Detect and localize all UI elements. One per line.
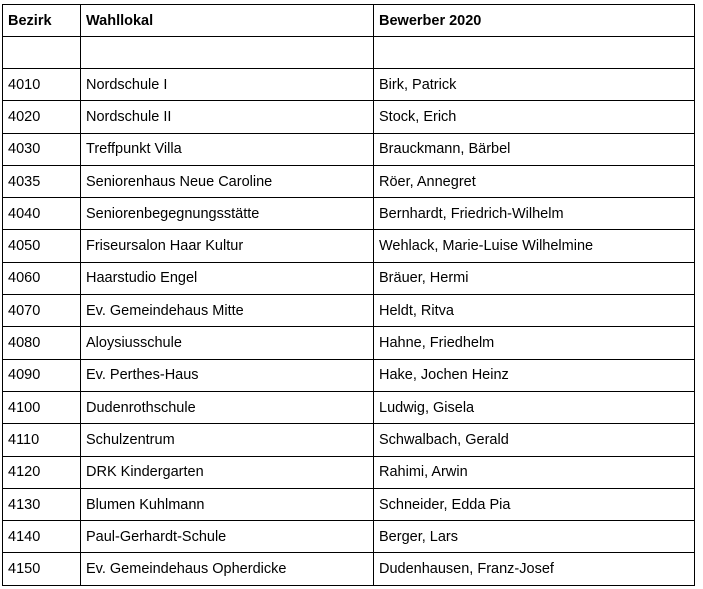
bezirk-cell: 4080: [3, 327, 81, 359]
table-row: [3, 198, 695, 230]
table-row: [3, 456, 695, 488]
wahllokal-cell: Paul-Gerhardt-Schule: [81, 521, 374, 553]
empty-row: [3, 37, 695, 69]
wahllokal-cell: Dudenrothschule: [81, 391, 374, 423]
bezirk-cell: 4100: [3, 391, 81, 423]
bezirk-cell: 4090: [3, 359, 81, 391]
bezirk-cell: 4150: [3, 553, 81, 585]
bezirk-cell: 4040: [3, 198, 81, 230]
bezirk-cell: 4120: [3, 456, 81, 488]
wahllokal-cell: Ev. Perthes-Haus: [81, 359, 374, 391]
bezirk-cell: 4020: [3, 101, 81, 133]
bewerber-cell: Ludwig, Gisela: [374, 391, 695, 423]
bewerber-cell: Schwalbach, Gerald: [374, 424, 695, 456]
bezirk-cell: 4140: [3, 521, 81, 553]
bewerber-cell: Bernhardt, Friedrich-Wilhelm: [374, 198, 695, 230]
table-row: [3, 133, 695, 165]
bewerber-cell: Stock, Erich: [374, 101, 695, 133]
bezirk-cell: 4010: [3, 69, 81, 101]
wahllokal-cell: Aloysiusschule: [81, 327, 374, 359]
bezirk-cell: 4035: [3, 165, 81, 197]
candidate-table: [2, 4, 695, 586]
wahllokal-cell: Schulzentrum: [81, 424, 374, 456]
bewerber-cell: Wehlack, Marie-Luise Wilhelmine: [374, 230, 695, 262]
wahllokal-cell: Ev. Gemeindehaus Mitte: [81, 295, 374, 327]
bewerber-cell: Berger, Lars: [374, 521, 695, 553]
wahllokal-cell: Haarstudio Engel: [81, 262, 374, 294]
table-row: [3, 553, 695, 585]
empty-cell: [3, 37, 81, 69]
table-row: [3, 69, 695, 101]
bewerber-cell: Bräuer, Hermi: [374, 262, 695, 294]
wahllokal-cell: DRK Kindergarten: [81, 456, 374, 488]
wahllokal-cell: Nordschule II: [81, 101, 374, 133]
bezirk-cell: 4070: [3, 295, 81, 327]
table-row: [3, 488, 695, 520]
bewerber-cell: Brauckmann, Bärbel: [374, 133, 695, 165]
table-row: [3, 101, 695, 133]
wahllokal-cell: Ev. Gemeindehaus Opherdicke: [81, 553, 374, 585]
header-bewerber: Bewerber 2020: [374, 5, 695, 37]
bewerber-cell: Hake, Jochen Heinz: [374, 359, 695, 391]
table-row: [3, 424, 695, 456]
table-row: [3, 295, 695, 327]
bewerber-cell: Schneider, Edda Pia: [374, 488, 695, 520]
header-bezirk: Bezirk: [3, 5, 81, 37]
wahllokal-cell: Friseursalon Haar Kultur: [81, 230, 374, 262]
bezirk-cell: 4130: [3, 488, 81, 520]
bezirk-cell: 4060: [3, 262, 81, 294]
bewerber-cell: Röer, Annegret: [374, 165, 695, 197]
bezirk-cell: 4110: [3, 424, 81, 456]
table-row: [3, 391, 695, 423]
table-row: [3, 165, 695, 197]
bewerber-cell: Birk, Patrick: [374, 69, 695, 101]
wahllokal-cell: Nordschule I: [81, 69, 374, 101]
table-row: [3, 327, 695, 359]
bewerber-cell: Rahimi, Arwin: [374, 456, 695, 488]
candidate-table-sheet: [2, 4, 695, 586]
wahllokal-cell: Treffpunkt Villa: [81, 133, 374, 165]
wahllokal-cell: Seniorenhaus Neue Caroline: [81, 165, 374, 197]
header-wahllokal: Wahllokal: [81, 5, 374, 37]
wahllokal-cell: Blumen Kuhlmann: [81, 488, 374, 520]
table-row: [3, 521, 695, 553]
empty-cell: [81, 37, 374, 69]
empty-cell: [374, 37, 695, 69]
bewerber-cell: Hahne, Friedhelm: [374, 327, 695, 359]
table-row: [3, 262, 695, 294]
table-row: [3, 230, 695, 262]
table-header-row: [3, 5, 695, 37]
bezirk-cell: 4050: [3, 230, 81, 262]
bewerber-cell: Dudenhausen, Franz-Josef: [374, 553, 695, 585]
wahllokal-cell: Seniorenbegegnungsstätte: [81, 198, 374, 230]
bewerber-cell: Heldt, Ritva: [374, 295, 695, 327]
bezirk-cell: 4030: [3, 133, 81, 165]
table-row: [3, 359, 695, 391]
